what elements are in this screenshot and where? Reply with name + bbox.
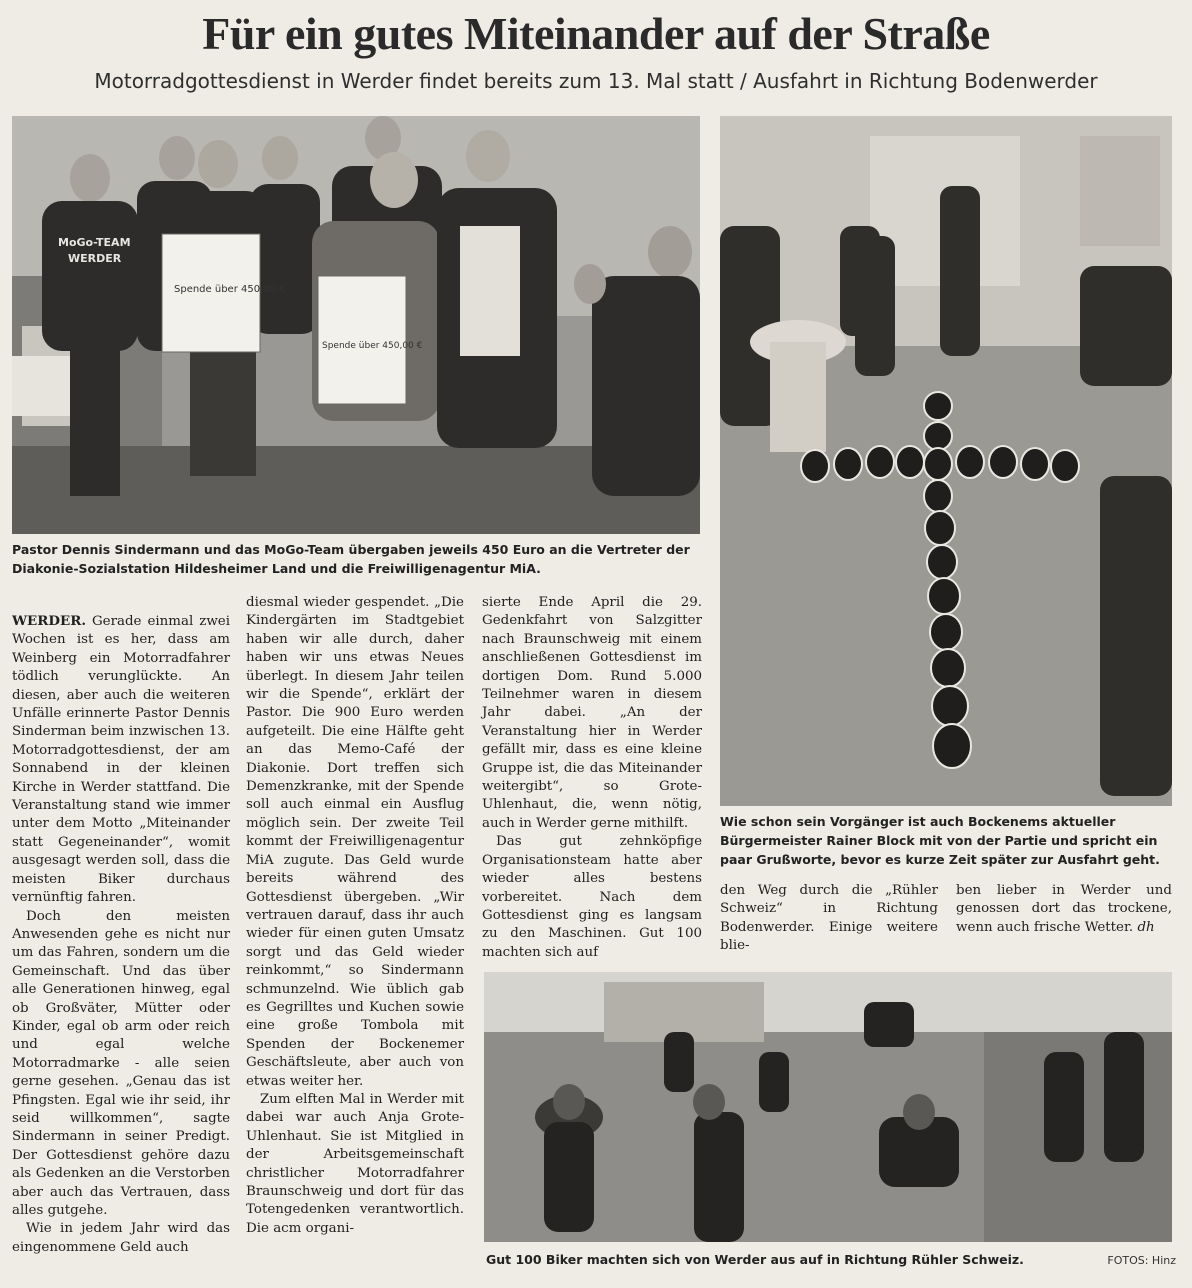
col2-para-1: diesmal wieder gespendet. „Die Kindergärten im Stadtgebiet haben wir alle durch, daher haben wir uns etwas Neues überlegt. In diesem Jahr teilen wir die Spende“, erklärt der Pastor. Die 900 Euro werden aufgeteilt. Die eine Hälfte geht an das Memo-Café der Diakonie. Dort treffen sich Demenzkranke, mit der Spende soll auch einmal ein Ausflug möglich sein. Der zweite Teil kommt der Freiwilligenagentur MiA zugute. Das Geld wurde bereits während des Gottesdienst übergeben. „Wir vertrauen darauf, dass ihr auch wieder für einen guten Umsatz sorgt und das Geld wieder reinkommt,“ so Sindermann schmunzelnd. Wie üblich gab es Gegrilltes und Kuchen sowie eine große Tombola mit Spenden der Bockenemer Geschäftsleute, aber auch von etwas weiter her.	[246, 595, 464, 1089]
sign-2-text: Spende über 450,00 €	[322, 341, 423, 351]
article-column-2	[246, 594, 464, 1272]
col4-para-1: den Weg durch die „Rühler Schweiz“ in Richtung Bodenwerder. Einige weitere blie-	[720, 883, 938, 954]
article-column-4	[720, 882, 938, 954]
author-signature: dh	[1137, 919, 1155, 935]
subheadline: Motorradgottesdienst in Werder findet bereits zum 13. Mal statt / Ausfahrt in Richtung Bodenwerder	[94, 69, 1098, 93]
col1-para-3: Wie in jedem Jahr wird das eingenommene Geld auch	[12, 1221, 230, 1255]
col1-para-2: Doch den meisten Anwesenden gehe es nicht nur um das Fahren, sondern um die Gemeinschaft. Und das über alle Generationen hinweg, egal ob Großväter, Mütter oder Kinder, egal ob arm oder reich und egal welche Motorradmarke - alle seien gerne gesehen. „Genau das ist Pfingsten. Egal wie ihr seid, ihr seid willkommen“, sagte Sindermann in seiner Predigt. Der Gottesdienst gehöre dazu als Gedenken an die Verstorben aber auch das Vertrauen, dass alles gutgehe.	[12, 908, 230, 1218]
photo-helmet-cross	[720, 116, 1172, 806]
col2-para-2: Zum elften Mal in Werder mit dabei war auch Anja Grote-Uhlenhaut. Sie ist Mitglied in der Arbeitsgemeinschaft christlicher Motorradfahrer Braunschweig und dort für das Totengedenken verantwortlich. Die acm organi-	[246, 1091, 464, 1236]
photo-bikers-riding	[484, 972, 1172, 1242]
caption-photo-1: Pastor Dennis Sindermann und das MoGo-Team übergaben jeweils 450 Euro an die Vertreter der Diakonie-Sozialstation Hildesheimer Land und die Freiwilligenagentur MiA.	[12, 542, 690, 576]
col1-para-1: Gerade einmal zwei Wochen ist es her, dass am Weinberg ein Motorradfahrer tödlich verunglückte. An diesen, aber auch die weiteren Unfälle erinnerte Pastor Dennis Sinderman beim inzwischen 13. Motorradgottesdienst, der am Sonnabend in der kleinen Kirche in Werder stattfand. Die Veranstaltung stand wie immer unter dem Motto „Miteinander statt Gegeneinander“, womit ausgesagt werden soll, dass die meisten Biker durchaus vernünftig fahren.	[12, 614, 230, 906]
photo-donation-group	[12, 116, 700, 534]
photo-credit: FOTOS: Hinz	[1107, 1254, 1176, 1267]
shirt-text-team: MoGo-TEAM	[58, 236, 131, 249]
col5-para-1: ben lieber in Werder und genossen dort das trockene, wenn auch frische Wetter.	[956, 883, 1172, 935]
dateline: WERDER.	[12, 613, 86, 629]
col3-para-2: Das gut zehnköpfige Organisationsteam hatte aber wieder alles bestens vorbereitet. Nach dem Gottesdienst ging es langsam zu den Maschinen. Gut 100 machten sich auf	[482, 834, 702, 960]
article-column-3	[482, 594, 702, 960]
article-column-5	[956, 882, 1172, 942]
caption-photo-3: Gut 100 Biker machten sich von Werder aus auf in Richtung Rühler Schweiz.	[486, 1252, 1024, 1267]
sign-1-text: Spende über 450,00 €	[174, 284, 286, 295]
col3-para-1: sierte Ende April die 29. Gedenkfahrt von Salzgitter nach Braunschweig mit einem anschließenen Gottesdienst im dortigen Dom. Rund 5.000 Teilnehmer waren in diesem Jahr dabei. „An der Veranstaltung hier in Werder gefällt mir, dass es eine kleine Gruppe ist, die das Miteinander weitergibt“, so Grote-Uhlenhaut, die, wenn nötig, auch in Werder gerne mithilft.	[482, 595, 702, 831]
shirt-text-werder: WERDER	[68, 252, 122, 265]
article-column-1	[12, 612, 230, 1272]
headline: Für ein gutes Miteinander auf der Straße	[202, 8, 990, 59]
caption-photo-2: Wie schon sein Vorgänger ist auch Bockenems aktueller Bürgermeister Rainer Block mit von der Partie und spricht ein paar Grußworte, bevor es kurze Zeit später zur Ausfahrt geht.	[720, 814, 1160, 867]
